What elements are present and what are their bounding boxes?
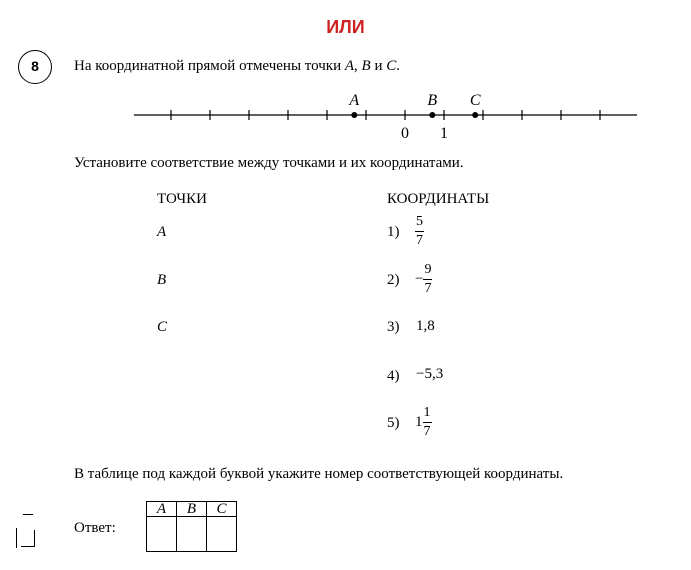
point-item-a: A (157, 224, 167, 240)
answer-header-c: C (207, 502, 237, 517)
answer-label: Ответ: (74, 520, 116, 536)
point-c-label: C (469, 92, 481, 109)
option-2-num: 2) (387, 272, 400, 288)
option-5-numerator: 1 (423, 405, 432, 423)
answer-cell-c[interactable] (207, 517, 237, 552)
option-1-value (415, 214, 424, 249)
point-a-name: A (344, 58, 355, 74)
tick-label-one: 1 (440, 125, 448, 142)
option-2-denominator: 7 (424, 281, 432, 296)
option-5-num: 5) (387, 415, 400, 431)
points-header: ТОЧКИ (157, 191, 208, 207)
option-5-denominator: 7 (423, 424, 431, 439)
option-1-denominator: 7 (416, 233, 423, 248)
number-line (0, 0, 691, 160)
option-1-fraction (415, 214, 424, 249)
answer-cell-a[interactable] (147, 517, 177, 552)
point-a-label: A (349, 92, 360, 109)
margin-mark-bottom (21, 546, 35, 547)
table-instruction: В таблице под каждой буквой укажите номер соответствующей координаты. (74, 466, 564, 482)
option-2-sign: − (415, 271, 424, 287)
option-5-whole: 1 (415, 414, 423, 430)
statement-period: . (396, 58, 400, 74)
statement-text: На координатной прямой отмечены точки (74, 58, 342, 74)
answer-header-b: B (177, 502, 207, 517)
point-b-dot (429, 112, 435, 118)
and-word: и (374, 58, 383, 74)
task-statement: На координатной прямой отмечены точки A, B и C. (74, 58, 400, 74)
task-number: 8 (18, 50, 52, 84)
point-b-label: B (427, 92, 438, 109)
option-1-numerator: 5 (415, 214, 424, 232)
margin-mark-left (16, 528, 17, 548)
answer-header-a: A (147, 502, 177, 517)
point-c-name: C (386, 58, 397, 74)
option-1-num: 1) (387, 224, 400, 240)
option-3-num: 3) (387, 319, 400, 335)
option-2-value (415, 262, 432, 297)
option-2-numerator: 9 (423, 262, 432, 280)
tick-label-zero: 0 (401, 125, 409, 142)
option-4-value: −5,3 (416, 366, 444, 382)
margin-mark-right (34, 530, 35, 546)
answer-cell-b[interactable] (177, 517, 207, 552)
option-5-value (415, 405, 432, 440)
point-a-dot (351, 112, 357, 118)
point-c-dot (472, 112, 478, 118)
option-2-fraction (423, 262, 432, 297)
option-3-value: 1,8 (416, 318, 435, 334)
instruction-text: Установите соответствие между точками и их координатами. (74, 155, 464, 171)
point-item-c: C (157, 319, 168, 335)
answer-table (146, 501, 237, 552)
option-4-num: 4) (387, 368, 400, 384)
point-b-name: B (361, 58, 371, 74)
margin-mark-top (23, 514, 33, 515)
point-item-b: B (157, 272, 167, 288)
or-heading: ИЛИ (326, 17, 365, 37)
coords-header: КООРДИНАТЫ (387, 191, 490, 207)
option-5-fraction (423, 405, 432, 440)
